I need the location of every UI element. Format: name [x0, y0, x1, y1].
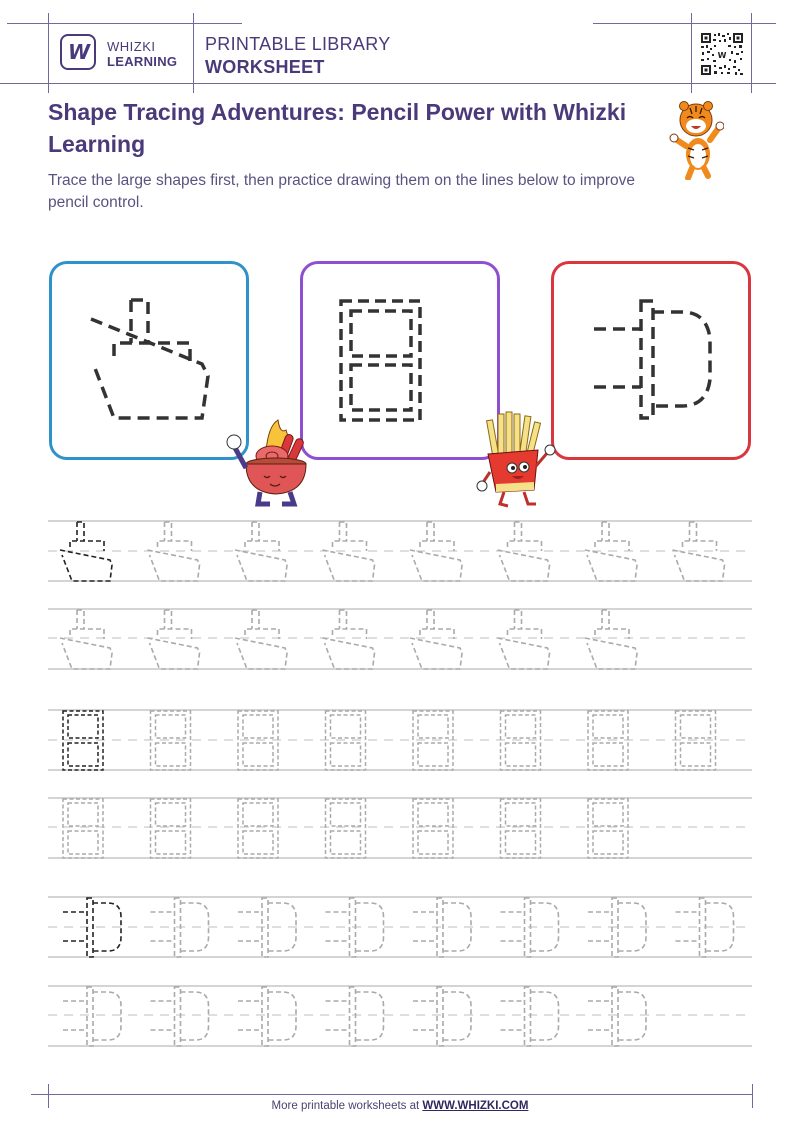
b-frame-practice-row-1 [48, 704, 758, 776]
plug-d-trace-card [551, 261, 751, 460]
header-qr-right-rule [751, 13, 752, 93]
header-left-rule [48, 13, 49, 93]
page-title: Shape Tracing Adventures: Pencil Power with Whizki Learning [48, 99, 627, 157]
header-divider-rule [193, 13, 194, 93]
whizki-website-link[interactable]: WWW.WHIZKI.COM [422, 1100, 529, 1112]
instructions-text: Trace the large shapes first, then practice drawing them on the lines below to improve pencil control. [48, 172, 636, 211]
fries-mascot-icon [476, 410, 566, 510]
b-frame-shape-icon [303, 264, 497, 457]
plug-d-practice-row-2 [48, 980, 758, 1052]
logo-letter: W [67, 40, 89, 64]
b-frame-trace-card [300, 261, 500, 460]
plug-d-practice-row-1 [48, 891, 758, 963]
header-bottom-rule [0, 83, 776, 84]
footer [0, 1100, 800, 1112]
boat-practice-row-2 [48, 603, 758, 675]
footer-text: More printable worksheets at [271, 1100, 423, 1112]
header-top-rule-right [593, 23, 776, 24]
worksheet-label: WORKSHEET [205, 57, 325, 77]
boat-shape-icon [52, 264, 246, 457]
qr-code-icon [700, 32, 744, 76]
header-qr-left-rule [691, 13, 692, 93]
whizki-logo [60, 34, 96, 70]
boat-practice-row-1 [48, 515, 758, 587]
b-frame-practice-row-2 [48, 792, 758, 864]
brand-tagline: LEARNING [107, 54, 178, 69]
footer-rule [31, 1094, 753, 1095]
brand-name: WHIZKI [107, 39, 156, 54]
library-label: PRINTABLE LIBRARY [205, 34, 391, 54]
header-top-rule [7, 23, 242, 24]
boat-trace-card [49, 261, 249, 460]
svg-text:W: W [717, 51, 727, 60]
bbq-pot-mascot-icon [224, 416, 326, 508]
plug-d-shape-icon [554, 264, 748, 457]
tiger-mascot-icon [668, 96, 724, 180]
